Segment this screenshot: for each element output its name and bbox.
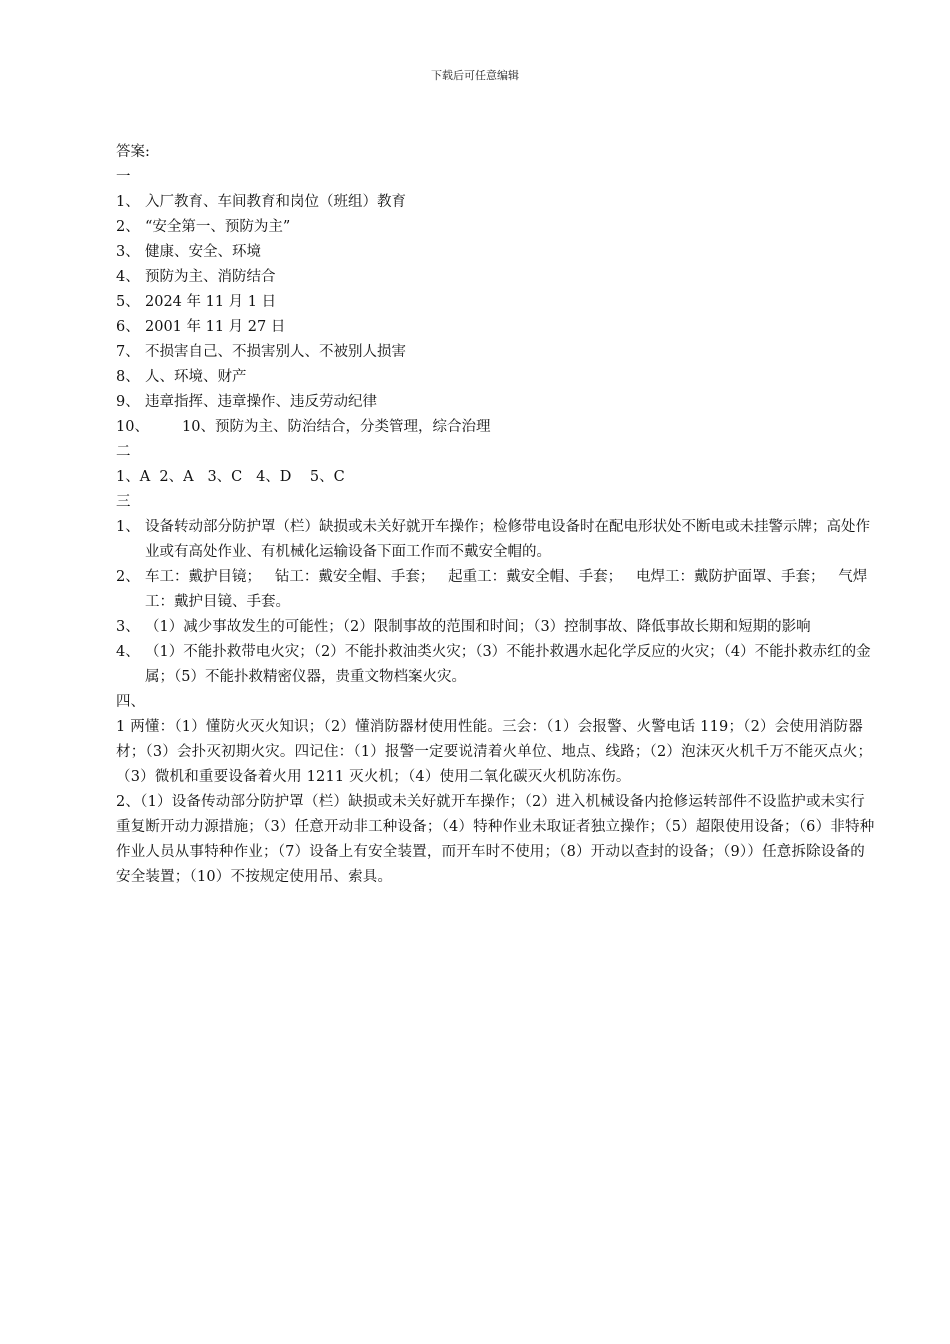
item-text: 人、环境、财产	[145, 369, 247, 385]
item-text: 违章指挥、违章操作、违反劳动纪律	[145, 394, 377, 410]
item-number: 1、	[116, 194, 140, 210]
item-number: 6、	[116, 319, 140, 335]
item-text: 2024 年 11 月 1 日	[145, 294, 277, 310]
list-item	[116, 240, 876, 265]
item-number: 8、	[116, 369, 140, 385]
item-number: 10、	[116, 419, 149, 435]
item-text: 车工：戴护目镜； 钻工：戴安全帽、手套； 起重工：戴安全帽、手套； 电焊工：戴防护面罩、手套； 气焊工：戴护目镜、手套。	[145, 569, 868, 610]
section-3-title: 三	[116, 494, 131, 510]
item-number: 2、	[116, 569, 140, 585]
item-text: “安全第一、预防为主”	[145, 219, 291, 235]
item-number: 1、	[116, 519, 140, 535]
section-4-paragraph-1: 1 两懂：（1）懂防火灭火知识；（2）懂消防器材使用性能。三会：（1）会报警、火警电话 119；（2）会使用消防器材；（3）会扑灭初期火灾。四记住：（1）报警一定要说清着火单位、地点、线路；（2）泡沫灭火机千万不能灭点火；（3）微机和重要设备着火用 1211 灭火机；（4）使用二氧化碳灭火机防冻伤。	[116, 719, 873, 785]
item-number: 4、	[116, 644, 140, 660]
item-text: （1）不能扑救带电火灾；（2）不能扑救油类火灾；（3）不能扑救遇水起化学反应的火灾；（4）不能扑救赤红的金属；（5）不能扑救精密仪器，贵重文物档案火灾。	[145, 644, 871, 685]
section-4-paragraph-2: 2、（1）设备传动部分防护罩（栏）缺损或未关好就开车操作；（2）进入机械设备内抢修运转部件不设监护或未实行重复断开动力源措施；（3）任意开动非工种设备；（4）特种作业未取证者独立操作；（5）超限使用设备；（6）非特种作业人员从事特种作业；（7）设备上有安全装置，而开车时不使用；（8）开动以查封的设备；（9））任意拆除设备的安全装置；（10）不按规定使用吊、索具。	[116, 794, 875, 885]
item-number: 5、	[116, 294, 140, 310]
section-1-title: 一	[116, 169, 131, 185]
item-text: 健康、安全、环境	[145, 244, 261, 260]
list-item	[116, 615, 876, 640]
list-item	[116, 315, 876, 340]
document-body	[116, 140, 876, 890]
list-item	[116, 640, 876, 690]
section-2-title: 二	[116, 444, 131, 460]
item-number: 9、	[116, 394, 140, 410]
item-text: 入厂教育、车间教育和岗位（班组）教育	[145, 194, 406, 210]
item-text: 不损害自己、不损害别人、不被别人损害	[145, 344, 406, 360]
item-text: （1）减少事故发生的可能性；（2）限制事故的范围和时间；（3）控制事故、降低事故长期和短期的影响	[145, 619, 811, 635]
list-item	[116, 365, 876, 390]
page-header: 下载后可任意编辑	[431, 69, 519, 82]
list-item	[116, 390, 876, 415]
item-number: 3、	[116, 244, 140, 260]
answer-title: 答案:	[116, 144, 150, 160]
list-item	[116, 565, 876, 615]
list-item	[116, 265, 876, 290]
item-number: 7、	[116, 344, 140, 360]
item-text: 预防为主、消防结合	[145, 269, 276, 285]
section-4-title: 四、	[116, 694, 145, 710]
item-number: 2、	[116, 219, 140, 235]
list-item	[116, 515, 876, 565]
list-item	[116, 340, 876, 365]
item-text: 设备转动部分防护罩（栏）缺损或未关好就开车操作；检修带电设备时在配电形状处不断电或未挂警示牌；高处作业或有高处作业、有机械化运输设备下面工作而不戴安全帽的。	[145, 519, 870, 560]
list-item	[116, 415, 876, 440]
list-item	[116, 215, 876, 240]
list-item	[116, 290, 876, 315]
item-text: 2001 年 11 月 27 日	[145, 319, 286, 335]
item-text: 10、预防为主、防治结合，分类管理，综合治理	[182, 419, 491, 435]
item-number: 4、	[116, 269, 140, 285]
section-2-answers: 1、A 2、A 3、C 4、D 5、C	[116, 469, 345, 485]
list-item	[116, 190, 876, 215]
item-number: 3、	[116, 619, 140, 635]
